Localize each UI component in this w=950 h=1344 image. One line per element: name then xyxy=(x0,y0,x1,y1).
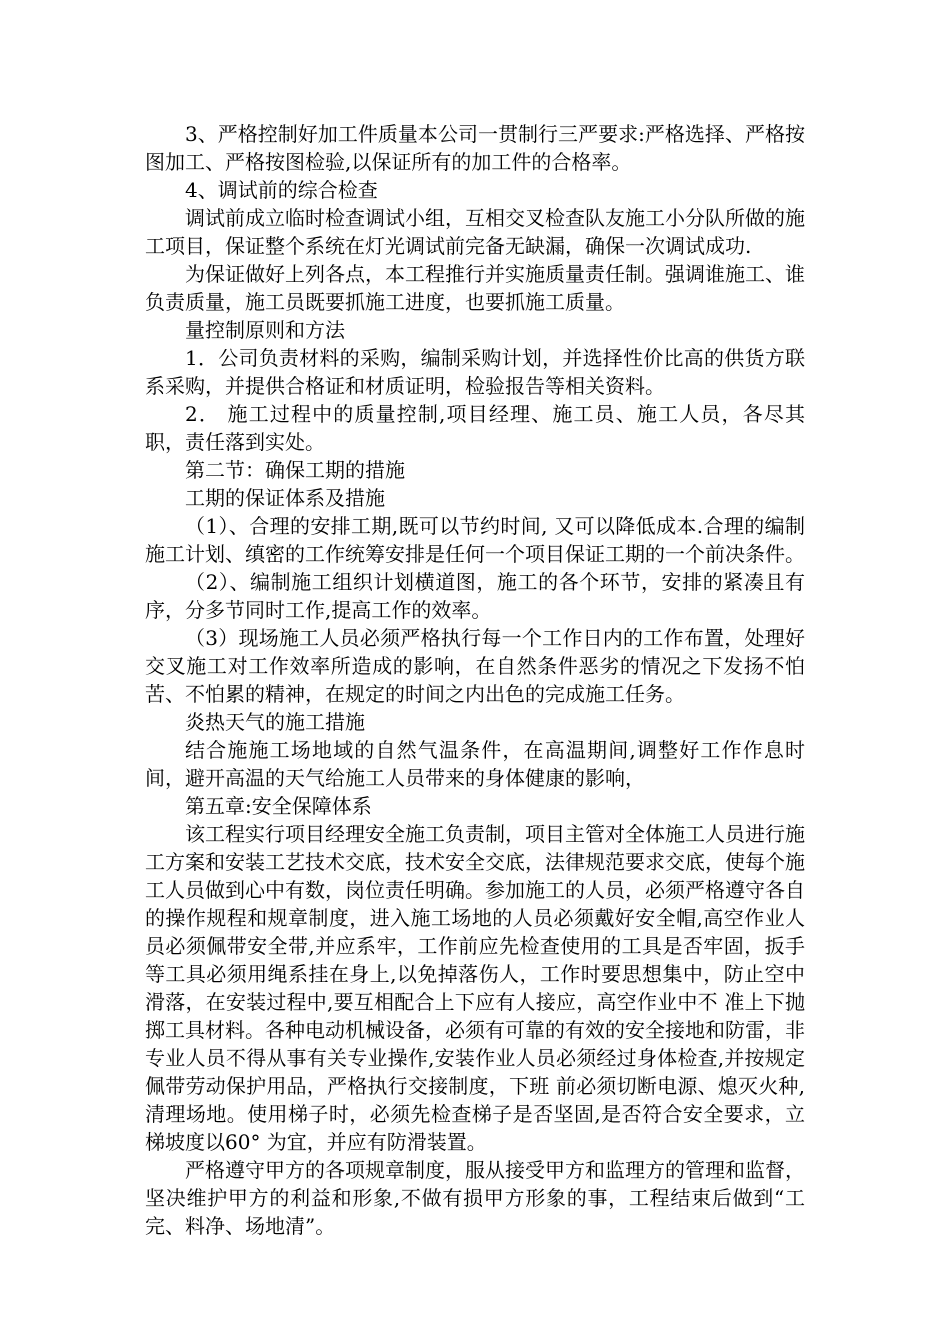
paragraph-material-procurement: 1．公司负责材料的采购，编制采购计划，并选择性价比高的供货方联系采购，并提供合格证和材质证明，检验报告等相关资料。 xyxy=(145,346,805,398)
paragraph-schedule-item-3: （3）现场施工人员必须严格执行每一个工作日内的工作布置，处理好交叉施工对工作效率所造成的影响，在自然条件恶劣的情况之下发扬不怕苦、不怕累的精神，在规定的时间之内出色的完成施工任务。 xyxy=(145,626,805,706)
paragraph-heading-pre-debug-check: 4、调试前的综合检查 xyxy=(185,178,378,202)
paragraph-quality-responsibility: 为保证做好上列各点，本工程推行并实施质量责任制。强调谁施工、谁负责质量，施工员既要抓施工进度，也要抓施工质量。 xyxy=(145,262,805,314)
paragraph-schedule-item-1: （1）、合理的安排工期,既可以节约时间, 又可以降低成本.合理的编制施工计划、缜密的工作统筹安排是任何一个项目保证工期的一个前决条件。 xyxy=(145,514,805,566)
chapter-heading-safety-system: 第五章:安全保障体系 xyxy=(185,794,372,818)
paragraph-quality-control-item-3: 3、严格控制好加工件质量本公司一贯制行三严要求:严格选择、严格按图加工、严格按图检验,以保证所有的加工件的合格率。 xyxy=(145,122,805,174)
paragraph-process-quality-control: 2． 施工过程中的质量控制,项目经理、施工员、施工人员，各尽其职，责任落到实处。 xyxy=(145,402,805,454)
document-body xyxy=(145,120,805,1240)
paragraph-client-rules: 严格遵守甲方的各项规章制度，服从接受甲方和监理方的管理和监督，坚决维护甲方的利益和形象,不做有损甲方形象的事，工程结束后做到“工完、料净、场地清”。 xyxy=(145,1158,805,1238)
paragraph-heading-quality-principles: 量控制原则和方法 xyxy=(185,318,345,342)
paragraph-heading-schedule-guarantee: 工期的保证体系及措施 xyxy=(185,486,385,510)
paragraph-debug-team: 调试前成立临时检查调试小组，互相交叉检查队友施工小分队所做的施工项目，保证整个系统在灯光调试前完备无缺漏，确保一次调试成功. xyxy=(145,206,805,258)
paragraph-hot-weather-measures: 结合施施工场地域的自然气温条件，在高温期间,调整好工作作息时间，避开高温的天气给施工人员带来的身体健康的影响， xyxy=(145,738,805,790)
paragraph-heading-hot-weather: 炎热天气的施工措施 xyxy=(185,710,365,734)
paragraph-schedule-item-2: （2）、编制施工组织计划横道图，施工的各个环节，安排的紧凑且有序，分多节同时工作,提高工作的效率。 xyxy=(145,570,805,622)
paragraph-safety-responsibility: 该工程实行项目经理安全施工负责制，项目主管对全体施工人员进行施工方案和安装工艺技术交底，技术安全交底，法律规范要求交底，使每个施工人员做到心中有数，岗位责任明确。参加施工的人员，必须严格遵守各自的操作规程和规章制度，进入施工场地的人员必须戴好安全帽,高空作业人员必须佩带安全带,并应系牢，工作前应先检查使用的工具是否牢固，扳手等工具必须用绳系挂在身上,以免掉落伤人，工作时要思想集中，防止空中滑落，在安装过程中,要互相配合上下应有人接应，高空作业中不 准上下抛掷工具材料。各种电动机械设备，必须有可靠的有效的安全接地和防雷，非专业人员不得从事有关专业操作,安装作业人员必须经过身体检查,并按规定佩带劳动保护用品，严格执行交接制度，下班 前必须切断电源、熄灭火种,清理场地。使用梯子时，必须先检查梯子是否坚固,是否符合安全要求，立梯坡度以60° 为宜，并应有防滑装置。 xyxy=(145,822,805,1154)
section-heading-schedule-measures: 第二节：确保工期的措施 xyxy=(185,458,405,482)
